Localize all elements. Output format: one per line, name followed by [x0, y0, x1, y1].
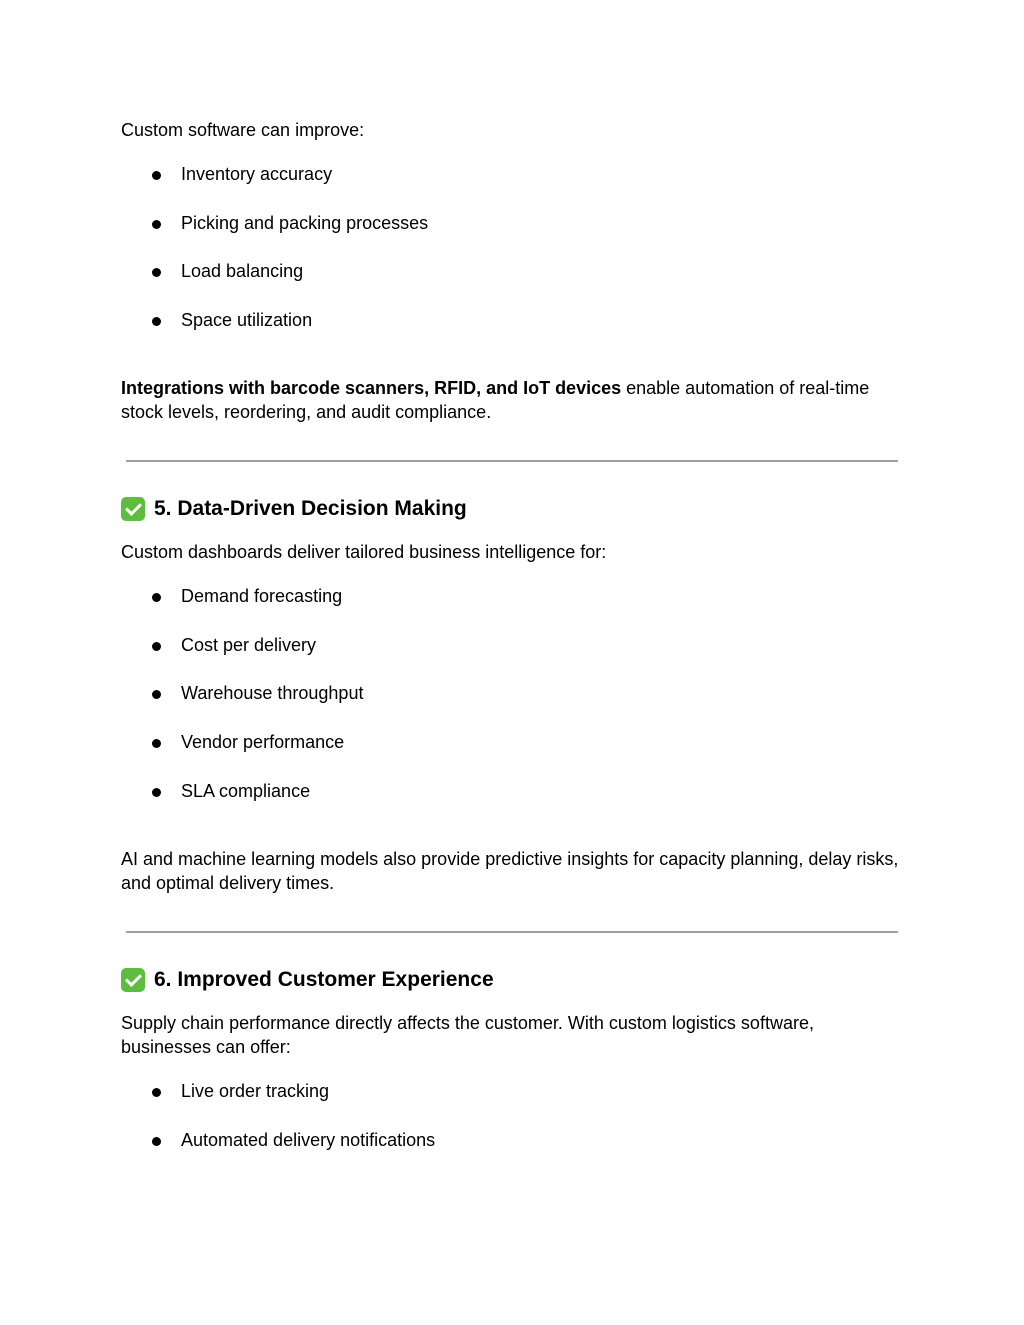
closing-text: enable automation of real-time stock levels, reordering, and audit compliance.: [121, 378, 870, 423]
list-item: Demand forecasting: [121, 584, 901, 608]
section-4-list: [121, 162, 901, 332]
bullet-icon: [152, 171, 161, 180]
check-mark-button-icon: [121, 497, 145, 521]
section-6-list: [121, 1079, 901, 1152]
list-item: Automated delivery notifications: [121, 1128, 901, 1152]
bullet-icon: [152, 593, 161, 602]
section-5-intro: Custom dashboards deliver tailored business intelligence for:: [121, 542, 607, 563]
list-item: Warehouse throughput: [121, 681, 901, 705]
list-item: Load balancing: [121, 259, 901, 283]
section-6-title: 6. Improved Customer Experience: [154, 967, 494, 991]
list-item: Inventory accuracy: [121, 162, 901, 186]
check-mark-button-icon: [121, 968, 145, 992]
section-5-closing: AI and machine learning models also provide predictive insights for capacity planning, delay risks, and optimal delivery times.: [121, 848, 899, 893]
list-item: Vendor performance: [121, 730, 901, 754]
list-item: Cost per delivery: [121, 633, 901, 657]
section-4-intro: Custom software can improve:: [121, 120, 365, 140]
bullet-icon: [152, 220, 161, 229]
section-6-heading: [121, 965, 901, 995]
section-4-closing: [121, 376, 901, 424]
bullet-icon: [152, 788, 161, 797]
bullet-icon: [152, 268, 161, 277]
bullet-icon: [152, 739, 161, 748]
bullet-icon: [152, 642, 161, 651]
section-divider: [126, 460, 898, 462]
bullet-icon: [152, 1088, 161, 1097]
bullet-icon: [152, 317, 161, 326]
section-5-list: [121, 584, 901, 803]
section-5-title: 5. Data-Driven Decision Making: [154, 497, 467, 521]
list-item: SLA compliance: [121, 779, 901, 803]
bullet-icon: [152, 1137, 161, 1146]
list-item: Live order tracking: [121, 1079, 901, 1103]
section-6-intro: Supply chain performance directly affects the customer. With custom logistics software, businesses can offer:: [121, 1012, 814, 1057]
bullet-icon: [152, 690, 161, 699]
list-item: Picking and packing processes: [121, 211, 901, 235]
section-divider: [126, 931, 898, 933]
list-item: Space utilization: [121, 308, 901, 332]
document-page: [121, 118, 901, 1152]
section-5-heading: [121, 494, 901, 524]
closing-bold-text: Integrations with barcode scanners, RFID, and IoT devices: [121, 378, 622, 399]
